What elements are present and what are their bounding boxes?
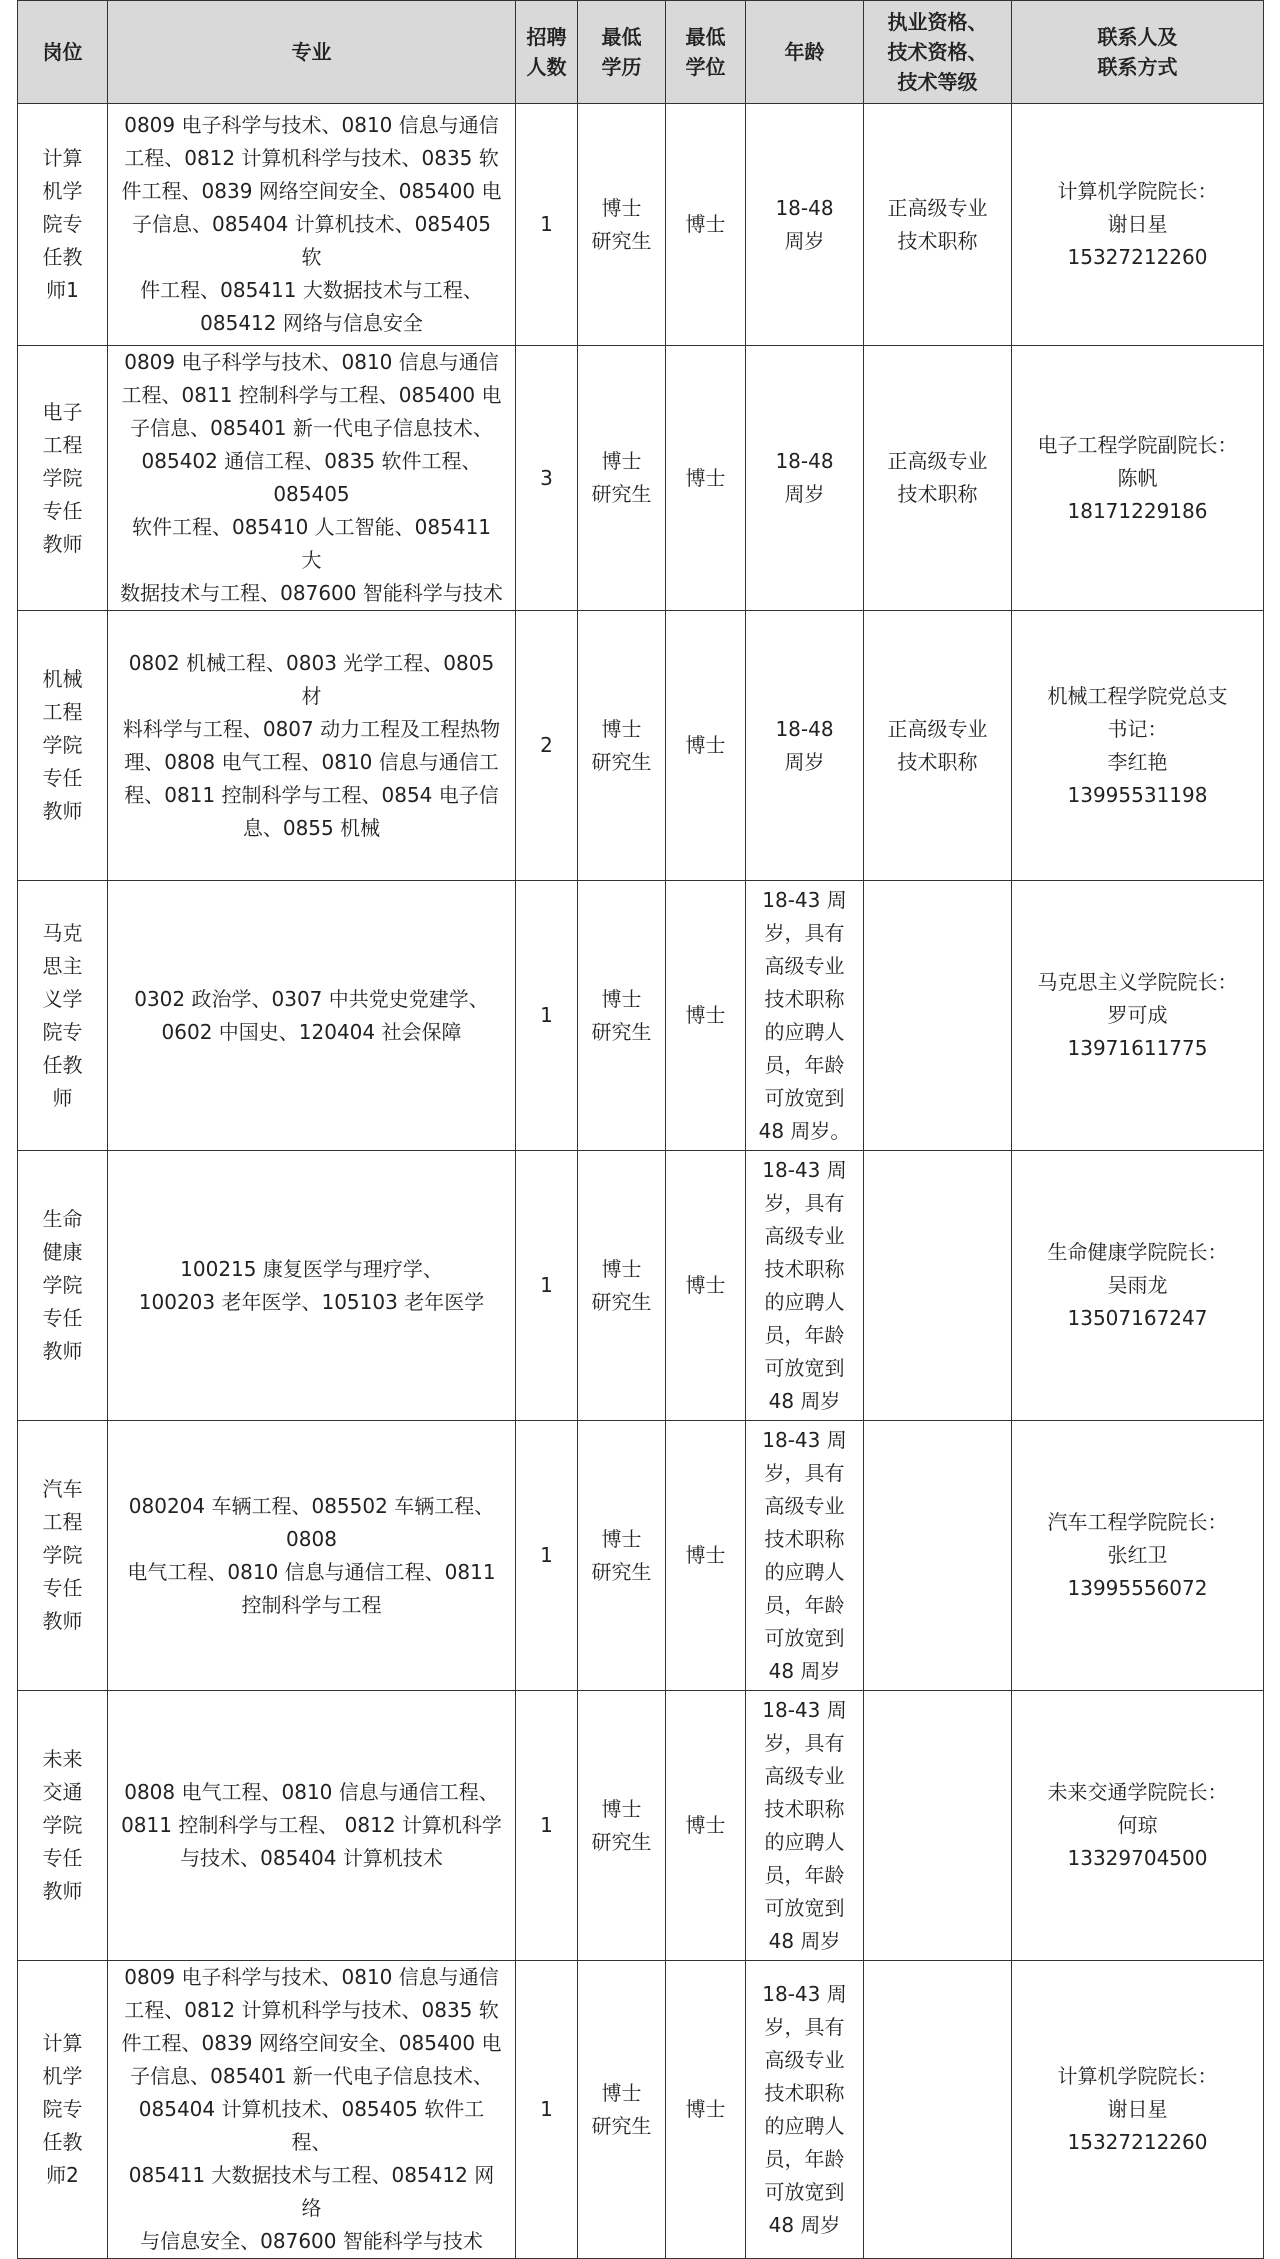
age-cell: 18-43 周 岁，具有 高级专业 技术职称 的应聘人 员，年龄 可放宽到 48 周岁 <box>746 1421 864 1691</box>
contact-cell: 马克思主义学院院长： 罗可成 13971611775 <box>1012 881 1264 1151</box>
education-cell: 博士 研究生 <box>578 611 666 881</box>
header-education: 最低 学历 <box>578 1 666 104</box>
count-cell: 1 <box>516 1691 578 1961</box>
table-row <box>18 1691 1264 1961</box>
position-cell: 电子 工程 学院 专任 教师 <box>18 346 108 611</box>
education-cell: 博士 研究生 <box>578 104 666 346</box>
qualification-cell: 正高级专业 技术职称 <box>864 346 1012 611</box>
age-cell: 18-43 周 岁，具有 高级专业 技术职称 的应聘人 员，年龄 可放宽到 48 周岁 <box>746 1691 864 1961</box>
major-cell: 080204 车辆工程、085502 车辆工程、0808 电气工程、0810 信息与通信工程、0811 控制科学与工程 <box>108 1421 516 1691</box>
position-cell: 马克 思主 义学 院专 任教 师 <box>18 881 108 1151</box>
qualification-cell <box>864 1691 1012 1961</box>
contact-cell: 生命健康学院院长： 吴雨龙 13507167247 <box>1012 1151 1264 1421</box>
position-cell: 未来 交通 学院 专任 教师 <box>18 1691 108 1961</box>
education-cell: 博士 研究生 <box>578 1421 666 1691</box>
age-cell: 18-43 周 岁，具有 高级专业 技术职称 的应聘人 员，年龄 可放宽到 48 周岁 <box>746 1151 864 1421</box>
qualification-cell <box>864 881 1012 1151</box>
education-cell: 博士 研究生 <box>578 346 666 611</box>
count-cell: 2 <box>516 611 578 881</box>
count-cell: 1 <box>516 104 578 346</box>
table-row <box>18 1421 1264 1691</box>
position-cell: 计算 机学 院专 任教 师1 <box>18 104 108 346</box>
major-cell: 0808 电气工程、0810 信息与通信工程、 0811 控制科学与工程、 0812 计算机科学 与技术、085404 计算机技术 <box>108 1691 516 1961</box>
position-cell: 生命 健康 学院 专任 教师 <box>18 1151 108 1421</box>
major-cell: 0809 电子科学与技术、0810 信息与通信 工程、0812 计算机科学与技术、0835 软 件工程、0839 网络空间安全、085400 电 子信息、085404 计算机技术、085405 软 件工程、085411 大数据技术与工程、 085412 网络与信息安全 <box>108 104 516 346</box>
age-cell: 18-43 周 岁，具有 高级专业 技术职称 的应聘人 员，年龄 可放宽到 48 周岁。 <box>746 881 864 1151</box>
qualification-cell <box>864 1961 1012 2259</box>
recruitment-table <box>17 0 1264 2259</box>
table-row <box>18 1961 1264 2259</box>
position-cell: 计算 机学 院专 任教 师2 <box>18 1961 108 2259</box>
table-row <box>18 1151 1264 1421</box>
table-row <box>18 611 1264 881</box>
degree-cell: 博士 <box>666 1151 746 1421</box>
qualification-cell <box>864 1421 1012 1691</box>
contact-cell: 汽车工程学院院长： 张红卫 13995556072 <box>1012 1421 1264 1691</box>
contact-cell: 电子工程学院副院长： 陈帆 18171229186 <box>1012 346 1264 611</box>
qualification-cell: 正高级专业 技术职称 <box>864 104 1012 346</box>
table-body <box>18 104 1264 2259</box>
major-cell: 100215 康复医学与理疗学、 100203 老年医学、105103 老年医学 <box>108 1151 516 1421</box>
degree-cell: 博士 <box>666 1691 746 1961</box>
degree-cell: 博士 <box>666 881 746 1151</box>
header-degree: 最低 学位 <box>666 1 746 104</box>
major-cell: 0809 电子科学与技术、0810 信息与通信 工程、0812 计算机科学与技术、0835 软 件工程、0839 网络空间安全、085400 电 子信息、085401 新一代电子信息技术、 085404 计算机技术、085405 软件工程、 085411 大数据技术与工程、085412 网络 与信息安全、087600 智能科学与技术 <box>108 1961 516 2259</box>
major-cell: 0802 机械工程、0803 光学工程、0805 材 料科学与工程、0807 动力工程及工程热物 理、0808 电气工程、0810 信息与通信工 程、0811 控制科学与工程、0854 电子信 息、0855 机械 <box>108 611 516 881</box>
degree-cell: 博士 <box>666 611 746 881</box>
header-contact: 联系人及 联系方式 <box>1012 1 1264 104</box>
header-qualification: 执业资格、 技术资格、 技术等级 <box>864 1 1012 104</box>
education-cell: 博士 研究生 <box>578 1151 666 1421</box>
age-cell: 18-48 周岁 <box>746 104 864 346</box>
count-cell: 1 <box>516 1151 578 1421</box>
count-cell: 1 <box>516 1421 578 1691</box>
position-cell: 机械 工程 学院 专任 教师 <box>18 611 108 881</box>
education-cell: 博士 研究生 <box>578 1691 666 1961</box>
degree-cell: 博士 <box>666 1421 746 1691</box>
header-major: 专业 <box>108 1 516 104</box>
age-cell: 18-48 周岁 <box>746 346 864 611</box>
header-count: 招聘 人数 <box>516 1 578 104</box>
degree-cell: 博士 <box>666 346 746 611</box>
contact-cell: 计算机学院院长： 谢日星 15327212260 <box>1012 1961 1264 2259</box>
header-position: 岗位 <box>18 1 108 104</box>
recruitment-table-wrapper <box>17 0 1263 2259</box>
qualification-cell: 正高级专业 技术职称 <box>864 611 1012 881</box>
contact-cell: 未来交通学院院长： 何琼 13329704500 <box>1012 1691 1264 1961</box>
age-cell: 18-48 周岁 <box>746 611 864 881</box>
degree-cell: 博士 <box>666 104 746 346</box>
contact-cell: 计算机学院院长： 谢日星 15327212260 <box>1012 104 1264 346</box>
table-row <box>18 104 1264 346</box>
contact-cell: 机械工程学院党总支 书记： 李红艳 13995531198 <box>1012 611 1264 881</box>
count-cell: 1 <box>516 1961 578 2259</box>
table-row <box>18 881 1264 1151</box>
position-cell: 汽车 工程 学院 专任 教师 <box>18 1421 108 1691</box>
qualification-cell <box>864 1151 1012 1421</box>
education-cell: 博士 研究生 <box>578 881 666 1151</box>
count-cell: 1 <box>516 881 578 1151</box>
education-cell: 博士 研究生 <box>578 1961 666 2259</box>
header-age: 年龄 <box>746 1 864 104</box>
header-row <box>18 1 1264 104</box>
major-cell: 0302 政治学、0307 中共党史党建学、 0602 中国史、120404 社会保障 <box>108 881 516 1151</box>
table-row <box>18 346 1264 611</box>
table-header <box>18 1 1264 104</box>
major-cell: 0809 电子科学与技术、0810 信息与通信 工程、0811 控制科学与工程、085400 电 子信息、085401 新一代电子信息技术、 085402 通信工程、0835 软件工程、085405 软件工程、085410 人工智能、085411 大 数据技术与工程、087600 智能科学与技术 <box>108 346 516 611</box>
age-cell: 18-43 周 岁，具有 高级专业 技术职称 的应聘人 员，年龄 可放宽到 48 周岁 <box>746 1961 864 2259</box>
degree-cell: 博士 <box>666 1961 746 2259</box>
count-cell: 3 <box>516 346 578 611</box>
